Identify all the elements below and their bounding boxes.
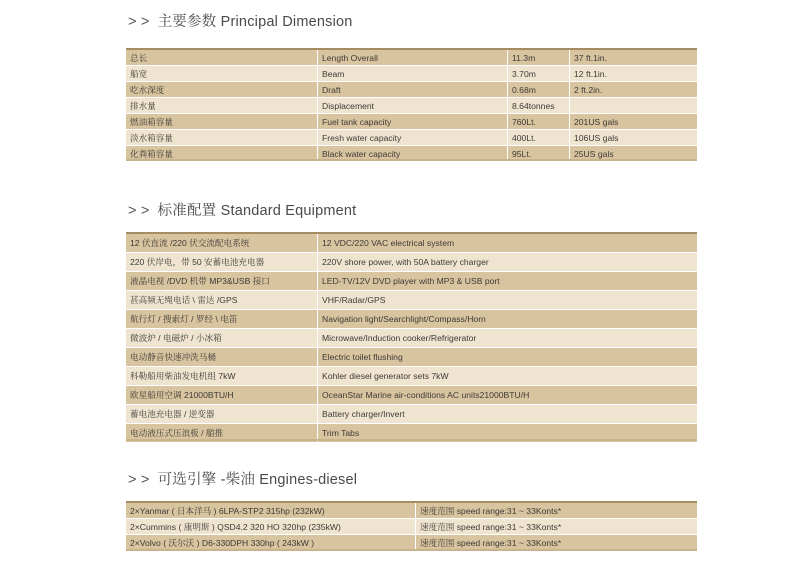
cell-metric-value: 3.70m: [508, 66, 570, 82]
equipment-table-bottom-rule: [126, 439, 697, 441]
cell-english-label: Navigation light/Searchlight/Compass/Horn: [318, 310, 698, 329]
cell-english-label: Microwave/Induction cooker/Refrigerator: [318, 329, 698, 348]
table-row: [126, 272, 697, 291]
cell-chinese-label: 电动液压式压浪板 / 艏推: [126, 424, 318, 443]
heading-arrows: > >: [128, 472, 150, 488]
table-row: [126, 233, 697, 253]
principal-dimension-title: 主要参数 Principal Dimension: [157, 14, 353, 30]
heading-arrows: > >: [128, 14, 150, 30]
cell-imperial-value: [570, 98, 698, 114]
cell-metric-value: 95Lt.: [508, 146, 570, 162]
cell-chinese-label: 吃水深度: [126, 82, 318, 98]
cell-english-label: VHF/Radar/GPS: [318, 291, 698, 310]
table-row: [126, 519, 697, 535]
cell-imperial-value: 37 ft.1in.: [570, 49, 698, 66]
cell-english-label: Fresh water capacity: [318, 130, 508, 146]
table-row: [126, 502, 697, 519]
cell-chinese-label: 船宽: [126, 66, 318, 82]
principal-dimension-rows: [126, 49, 697, 162]
cell-imperial-value: 201US gals: [570, 114, 698, 130]
standard-equipment-heading: [128, 199, 356, 220]
cell-chinese-label: 甚高频无绳电话 \ 雷达 /GPS: [126, 291, 318, 310]
cell-english-label: OceanStar Marine air-conditions AC units21000BTU/H: [318, 386, 698, 405]
cell-chinese-label: 淡水箱容量: [126, 130, 318, 146]
cell-engine-model: 2×Volvo ( 沃尔沃 ) D6-330DPH 330hp ( 243kW ): [126, 535, 416, 551]
cell-speed-range: 速度范围 speed range:31 ~ 33Konts*: [416, 519, 698, 535]
cell-speed-range: 速度范围 speed range:31 ~ 33Konts*: [416, 535, 698, 551]
cell-chinese-label: 欧星船用空调 21000BTU/H: [126, 386, 318, 405]
table-row: [126, 329, 697, 348]
cell-english-label: Black water capacity: [318, 146, 508, 162]
cell-english-label: Electric toilet flushing: [318, 348, 698, 367]
cell-english-label: Length Overall: [318, 49, 508, 66]
cell-english-label: Displacement: [318, 98, 508, 114]
cell-chinese-label: 航行灯 / 搜索灯 / 罗经 \ 电笛: [126, 310, 318, 329]
cell-english-label: 220V shore power, with 50A battery charger: [318, 253, 698, 272]
cell-chinese-label: 液晶电视 /DVD 机带 MP3&USB 接口: [126, 272, 318, 291]
cell-chinese-label: 科勒船用柴油发电机组 7kW: [126, 367, 318, 386]
table-row: [126, 49, 697, 66]
cell-engine-model: 2×Yanmar ( 日本洋马 ) 6LPA-STP2 315hp (232kW): [126, 502, 416, 519]
cell-english-label: LED-TV/12V DVD player with MP3 & USB port: [318, 272, 698, 291]
cell-imperial-value: 25US gals: [570, 146, 698, 162]
cell-english-label: Kohler diesel generator sets 7kW: [318, 367, 698, 386]
cell-english-label: Beam: [318, 66, 508, 82]
principal-dimension-heading: [128, 10, 353, 31]
heading-arrows: > >: [128, 203, 150, 219]
principal-dimension-table: [126, 48, 697, 162]
cell-chinese-label: 微波炉 / 电磁炉 / 小冰箱: [126, 329, 318, 348]
cell-english-label: 12 VDC/220 VAC electrical system: [318, 233, 698, 253]
table-row: [126, 405, 697, 424]
cell-chinese-label: 12 伏直流 /220 伏交流配电系统: [126, 233, 318, 253]
table-row: [126, 114, 697, 130]
cell-imperial-value: 106US gals: [570, 130, 698, 146]
cell-metric-value: 11.3m: [508, 49, 570, 66]
table-row: [126, 291, 697, 310]
cell-english-label: Draft: [318, 82, 508, 98]
cell-english-label: Battery charger/Invert: [318, 405, 698, 424]
engines-title: 可选引擎 -柴油 Engines-diesel: [157, 472, 358, 488]
engines-rows: [126, 502, 697, 551]
table-row: [126, 348, 697, 367]
cell-chinese-label: 总长: [126, 49, 318, 66]
cell-chinese-label: 蓄电池充电器 / 逆变器: [126, 405, 318, 424]
cell-metric-value: 0.68m: [508, 82, 570, 98]
cell-chinese-label: 220 伏岸电，带 50 安蓄电池充电器: [126, 253, 318, 272]
cell-chinese-label: 电动静音快速冲洗马桶: [126, 348, 318, 367]
cell-imperial-value: 12 ft.1in.: [570, 66, 698, 82]
table-row: [126, 98, 697, 114]
table-row: [126, 82, 697, 98]
cell-english-label: Fuel tank capacity: [318, 114, 508, 130]
cell-chinese-label: 排水量: [126, 98, 318, 114]
cell-chinese-label: 化粪箱容量: [126, 146, 318, 162]
standard-equipment-table: [126, 232, 697, 443]
table-row: [126, 253, 697, 272]
cell-speed-range: 速度范围 speed range:31 ~ 33Konts*: [416, 502, 698, 519]
engines-table-bottom-rule: [126, 549, 697, 551]
table-row: [126, 66, 697, 82]
standard-equipment-title: 标准配置 Standard Equipment: [157, 203, 357, 219]
engines-table: [126, 501, 697, 551]
cell-imperial-value: 2 ft.2in.: [570, 82, 698, 98]
dimension-table-bottom-rule: [126, 159, 697, 161]
engines-heading: [128, 468, 357, 489]
table-row: [126, 367, 697, 386]
cell-metric-value: 400Lt.: [508, 130, 570, 146]
cell-chinese-label: 燃油箱容量: [126, 114, 318, 130]
cell-english-label: Trim Tabs: [318, 424, 698, 443]
table-row: [126, 386, 697, 405]
table-row: [126, 310, 697, 329]
cell-metric-value: 8.64tonnes: [508, 98, 570, 114]
standard-equipment-rows: [126, 233, 697, 443]
cell-metric-value: 760Lt.: [508, 114, 570, 130]
cell-engine-model: 2×Cummins ( 康明斯 ) QSD4.2 320 HO 320hp (235kW): [126, 519, 416, 535]
table-row: [126, 130, 697, 146]
